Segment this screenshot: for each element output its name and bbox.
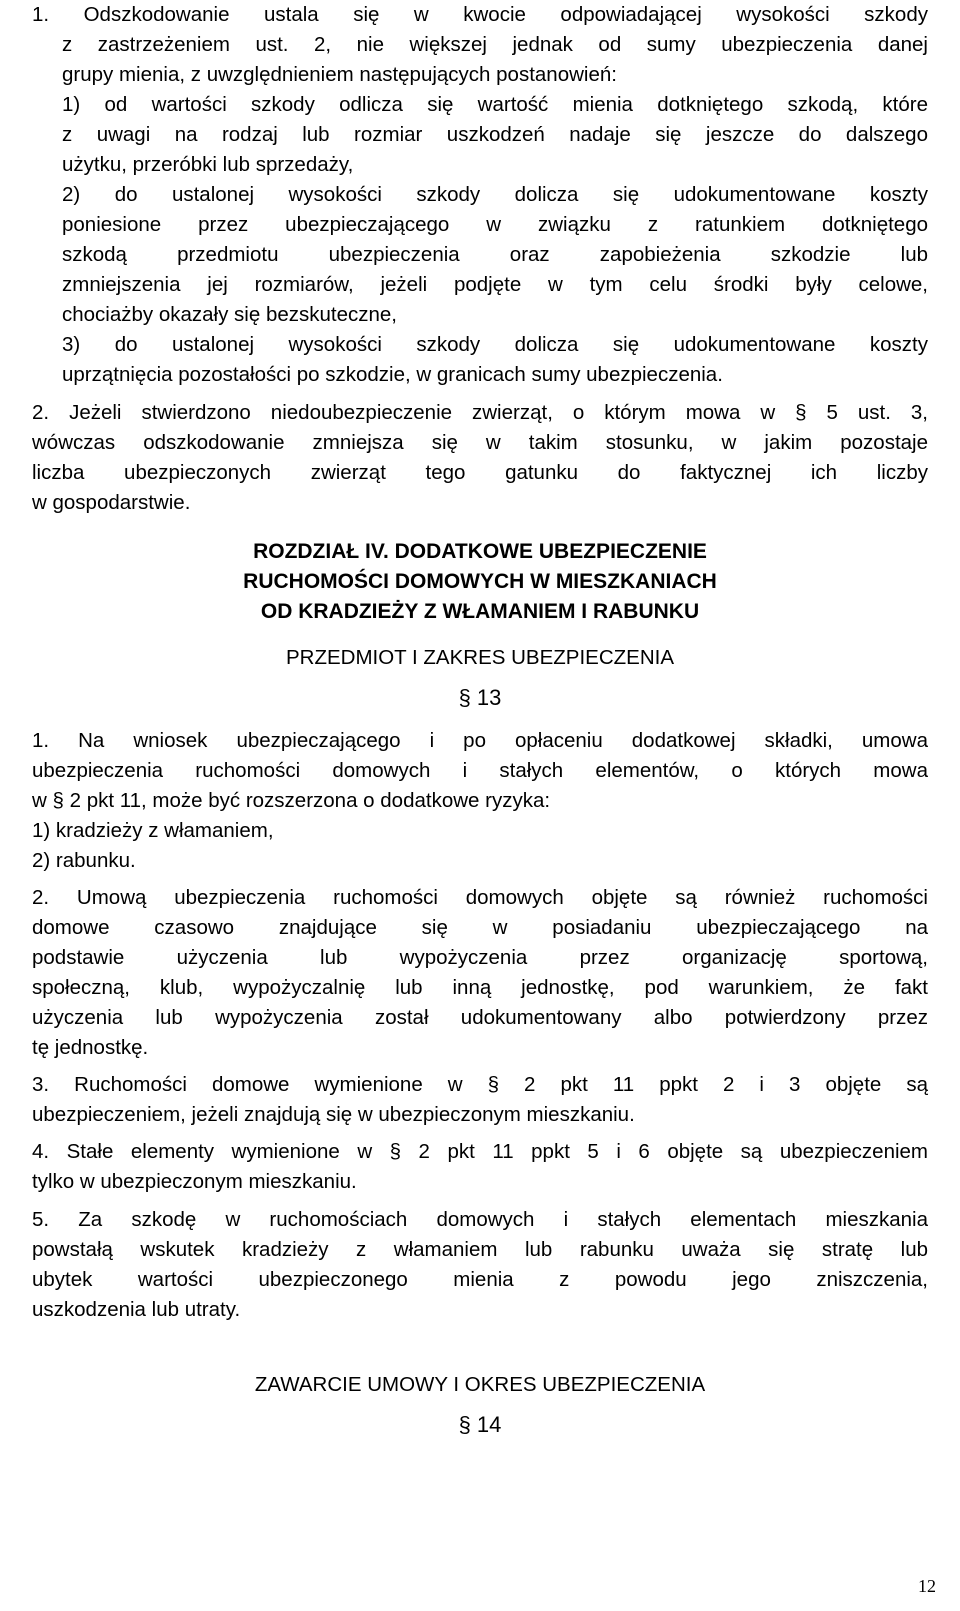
- section-title: PRZEDMIOT I ZAKRES UBEZPIECZENIA: [285, 646, 675, 669]
- text-line: tylko w ubezpieczonym mieszkaniu.: [32, 1170, 357, 1193]
- text-line: podstawie użyczenia lub wypożyczenia przez organizację sportową,: [32, 946, 928, 969]
- text-line: 1. Na wniosek ubezpieczającego i po opłaceniu dodatkowej składki, umowa: [32, 729, 928, 752]
- text-line: 2) do ustalonej wysokości szkody dolicza się udokumentowane koszty: [62, 183, 928, 206]
- text-line: 4. Stałe elementy wymienione w § 2 pkt 11 ppkt 5 i 6 objęte są ubezpieczeniem: [32, 1140, 928, 1163]
- text-line: 1. Odszkodowanie ustala się w kwocie odpowiadającej wysokości szkody: [32, 3, 928, 26]
- text-line: użytku, przeróbki lub sprzedaży,: [62, 153, 354, 176]
- chapter-title: ROZDZIAŁ IV. DODATKOWE UBEZPIECZENIE: [253, 540, 707, 563]
- chapter-title: OD KRADZIEŻY Z WŁAMANIEM I RABUNKU: [260, 600, 700, 623]
- paragraph-number: § 13: [458, 685, 502, 710]
- text-line: ubezpieczeniem, jeżeli znajdują się w ubezpieczonym mieszkaniu.: [32, 1103, 635, 1126]
- chapter-title: RUCHOMOŚCI DOMOWYCH W MIESZKANIACH: [243, 570, 717, 593]
- text-line: w gospodarstwie.: [32, 491, 191, 514]
- text-line: tę jednostkę.: [32, 1036, 149, 1059]
- text-line: użyczenia lub wypożyczenia został udokumentowany albo potwierdzony przez: [32, 1006, 928, 1029]
- text-line: ubezpieczenia ruchomości domowych i stałych elementów, o których mowa: [32, 759, 928, 782]
- text-line: 2. Jeżeli stwierdzono niedoubezpieczenie zwierząt, o którym mowa w § 5 ust. 3,: [32, 401, 928, 424]
- text-line: liczba ubezpieczonych zwierząt tego gatunku do faktycznej ich liczby: [32, 461, 928, 484]
- page-number: 12: [918, 1576, 936, 1596]
- text-line: ubytek wartości ubezpieczonego mienia z powodu jego zniszczenia,: [32, 1268, 928, 1291]
- text-line: powstałą wskutek kradzieży z włamaniem lub rabunku uważa się stratę lub: [32, 1238, 928, 1261]
- text-line: grupy mienia, z uwzględnieniem następujących postanowień:: [62, 63, 617, 86]
- text-line: 3. Ruchomości domowe wymienione w § 2 pkt 11 ppkt 2 i 3 objęte są: [32, 1073, 928, 1096]
- text-line: 3) do ustalonej wysokości szkody dolicza się udokumentowane koszty: [62, 333, 928, 356]
- text-line: wówczas odszkodowanie zmniejsza się w takim stosunku, w jakim pozostaje: [32, 431, 928, 454]
- text-line: poniesione przez ubezpieczającego w związku z ratunkiem dotkniętego: [62, 213, 928, 236]
- text-line: 1) od wartości szkody odlicza się wartość mienia dotkniętego szkodą, które: [62, 93, 928, 116]
- paragraph-number: § 14: [458, 1412, 502, 1437]
- text-line: 1) kradzieży z włamaniem,: [32, 819, 274, 842]
- section-title: ZAWARCIE UMOWY I OKRES UBEZPIECZENIA: [254, 1373, 706, 1396]
- text-line: 5. Za szkodę w ruchomościach domowych i stałych elementach mieszkania: [32, 1208, 928, 1231]
- text-line: chociażby okazały się bezskuteczne,: [62, 303, 398, 326]
- text-line: w § 2 pkt 11, może być rozszerzona o dodatkowe ryzyka:: [32, 789, 551, 812]
- text-line: z zastrzeżeniem ust. 2, nie większej jednak od sumy ubezpieczenia danej: [62, 33, 928, 56]
- text-line: 2. Umową ubezpieczenia ruchomości domowych objęte są również ruchomości: [32, 886, 928, 909]
- text-line: szkodą przedmiotu ubezpieczenia oraz zapobieżenia szkodzie lub: [62, 243, 928, 266]
- text-line: uszkodzenia lub utraty.: [32, 1298, 241, 1321]
- text-line: zmniejszenia jej rozmiarów, jeżeli podjęte w tym celu środki były celowe,: [62, 273, 928, 296]
- text-line: uprzątnięcia pozostałości po szkodzie, w granicach sumy ubezpieczenia.: [62, 363, 723, 386]
- text-line: społeczną, klub, wypożyczalnię lub inną jednostkę, pod warunkiem, że fakt: [32, 976, 928, 999]
- text-line: domowe czasowo znajdujące się w posiadaniu ubezpieczającego na: [32, 916, 928, 939]
- text-line: 2) rabunku.: [32, 849, 136, 872]
- text-line: z uwagi na rodzaj lub rozmiar uszkodzeń nadaje się jeszcze do dalszego: [62, 123, 928, 146]
